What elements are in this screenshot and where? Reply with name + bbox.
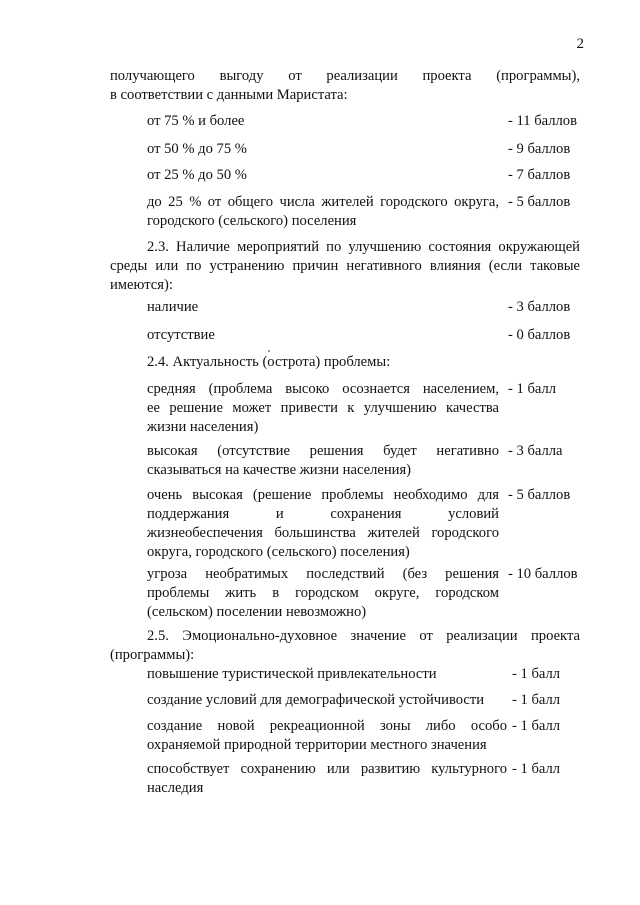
criteria-points: - 9 баллов: [508, 141, 571, 157]
criteria-row: [147, 717, 580, 755]
criteria-points: - 1 балл: [512, 761, 561, 777]
criteria-row: [147, 442, 580, 480]
criteria-label-line: поддержания и сохранения условий: [147, 506, 499, 522]
page-number: 2: [576, 36, 584, 52]
section-line: 2.5. Эмоционально-духовное значение от реализации проекта: [147, 628, 580, 644]
criteria-points: - 3 баллов: [508, 299, 571, 315]
criteria-label-line: создание новой рекреационной зоны либо особо: [147, 718, 507, 734]
criteria-row: [147, 112, 580, 131]
criteria-label-line: до 25 % от общего числа жителей городского округа,: [147, 194, 499, 210]
criteria-label-line: способствует сохранению или развитию культурного: [147, 761, 507, 777]
criteria-label-line: средняя (проблема высоко осознается населением,: [147, 381, 499, 397]
intro-line-1: получающего выгоду от реализации проекта (программы),: [110, 68, 580, 84]
section-2-4-heading: 2.4. Актуальность (острота) проблемы:: [147, 354, 391, 370]
criteria-row: [147, 565, 580, 622]
criteria-row: [147, 298, 580, 317]
section-2-3-heading: [110, 238, 580, 295]
criteria-points: - 11 баллов: [508, 113, 577, 129]
criteria-row: [147, 193, 580, 231]
criteria-row: [147, 166, 580, 185]
criteria-label: [147, 760, 507, 798]
criteria-points: - 0 баллов: [508, 327, 571, 343]
criteria-label-line: городского (сельского) поселения: [147, 213, 357, 229]
criteria-label: от 50 % до 75 %: [147, 141, 247, 157]
criteria-points: - 5 баллов: [508, 487, 571, 503]
criteria-points: - 1 балл: [512, 718, 561, 734]
criteria-label: [147, 442, 499, 480]
criteria-row: [147, 326, 580, 345]
criteria-label-line: округа, городского (сельского) поселения): [147, 544, 410, 560]
criteria-row: [147, 691, 580, 710]
criteria-points: - 1 балл: [508, 381, 557, 397]
criteria-label-line: угроза необратимых последствий (без решения: [147, 566, 499, 582]
criteria-points: - 1 балл: [512, 692, 561, 708]
criteria-label-line: высокая (отсутствие решения будет негативно: [147, 443, 499, 459]
scan-dot: [268, 350, 270, 352]
section-line: среды или по устранению причин негативного влияния (если таковые: [110, 258, 580, 274]
criteria-label-line: жизни населения): [147, 419, 259, 435]
section-line: 2.3. Наличие мероприятий по улучшению состояния окружающей: [147, 239, 580, 255]
criteria-points: - 10 баллов: [508, 566, 578, 582]
criteria-label: от 25 % до 50 %: [147, 167, 247, 183]
criteria-label-line: проблемы жить в городском округе, городском: [147, 585, 499, 601]
criteria-label-line: жизнеобеспечения большинства жителей городского: [147, 525, 499, 541]
criteria-label-line: наследия: [147, 780, 204, 796]
criteria-row: [147, 140, 580, 159]
criteria-label: [147, 380, 499, 437]
section-line: имеются):: [110, 277, 173, 293]
criteria-label-line: сказываться на качестве жизни населения): [147, 462, 412, 478]
criteria-points: - 7 баллов: [508, 167, 571, 183]
criteria-label: создание условий для демографической устойчивости: [147, 692, 485, 708]
criteria-label: от 75 % и более: [147, 113, 245, 129]
criteria-label-line: ее решение может привести к улучшению качества: [147, 400, 499, 416]
criteria-row: [147, 380, 580, 437]
intro-paragraph: [110, 67, 580, 105]
criteria-row: [147, 665, 580, 684]
criteria-points: - 1 балл: [512, 666, 561, 682]
criteria-label: повышение туристической привлекательности: [147, 666, 437, 682]
section-2-5-heading: [110, 627, 580, 665]
criteria-label-line: охраняемой природной территории местного значения: [147, 737, 487, 753]
criteria-label-line: (сельском) поселении невозможно): [147, 604, 367, 620]
criteria-points: - 3 балла: [508, 443, 563, 459]
intro-line-2: в соответствии с данными Маристата:: [110, 87, 348, 103]
criteria-label: [147, 717, 507, 755]
section-line: (программы):: [110, 647, 195, 663]
criteria-label: [147, 486, 499, 562]
criteria-row: [147, 760, 580, 798]
criteria-label: [147, 565, 499, 622]
criteria-label-line: очень высокая (решение проблемы необходимо для: [147, 487, 499, 503]
criteria-row: [147, 486, 580, 562]
criteria-points: - 5 баллов: [508, 194, 571, 210]
criteria-label: [147, 193, 499, 231]
criteria-label: наличие: [147, 299, 199, 315]
criteria-label: отсутствие: [147, 327, 215, 343]
